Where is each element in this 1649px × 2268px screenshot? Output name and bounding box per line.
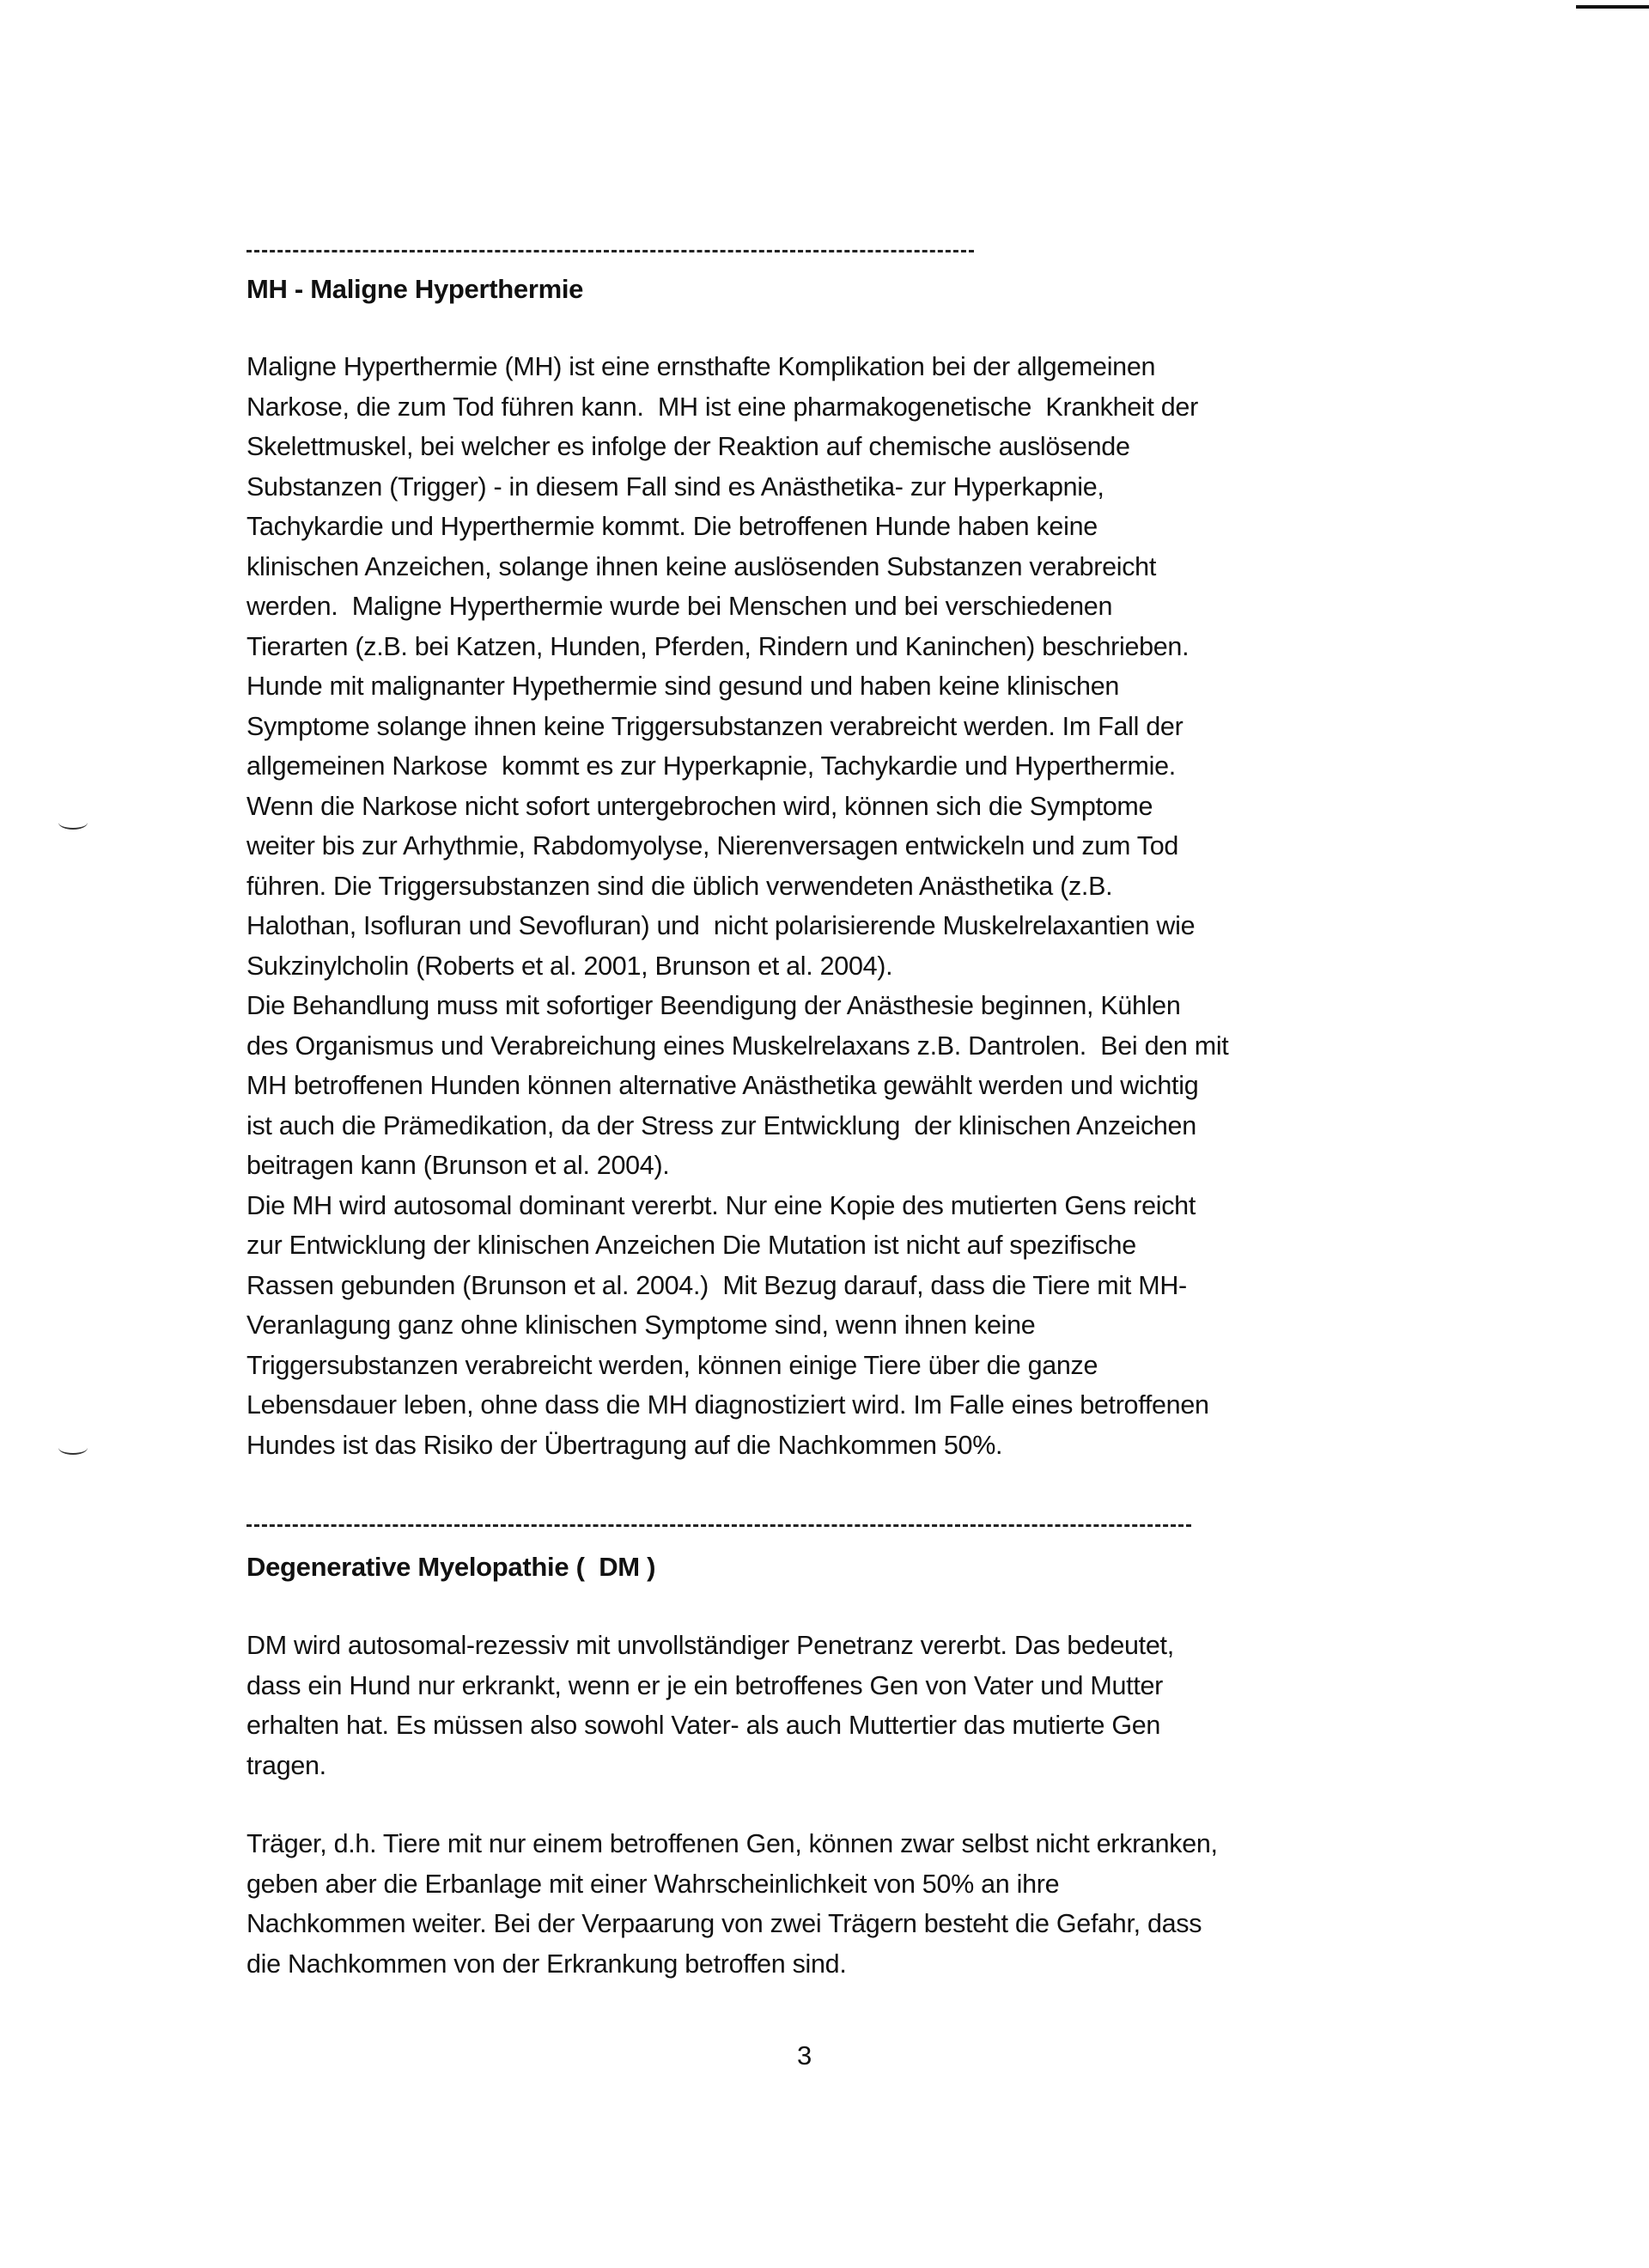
text-line: Rassen gebunden (Brunson et al. 2004.) Mit Bezug darauf, dass die Tiere mit MH- (246, 1270, 1187, 1300)
text-line: werden. Maligne Hyperthermie wurde bei Menschen und bei verschiedenen (246, 592, 1113, 621)
text-line: tragen. (246, 1750, 326, 1780)
mh-paragraph (246, 347, 1229, 1465)
text-line: führen. Die Triggersubstanzen sind die üblich verwendeten Anästhetika (z.B. (246, 871, 1113, 901)
text-line: erhalten hat. Es müssen also sowohl Vater- als auch Muttertier das mutierte Gen (246, 1711, 1161, 1740)
section-heading-mh: MH - Maligne Hyperthermie (246, 274, 584, 304)
text-line: allgemeinen Narkose kommt es zur Hyperkapnie, Tachykardie und Hyperthermie. (246, 751, 1176, 781)
section-divider (246, 250, 974, 252)
text-line: geben aber die Erbanlage mit einer Wahrscheinlichkeit von 50% an ihre (246, 1869, 1060, 1899)
text-line: Nachkommen weiter. Bei der Verpaarung von zwei Trägern besteht die Gefahr, dass (246, 1909, 1202, 1938)
text-line: dass ein Hund nur erkrankt, wenn er je ein betroffenes Gen von Vater und Mutter (246, 1670, 1164, 1700)
text-line: DM wird autosomal-rezessiv mit unvollständiger Penetranz vererbt. Das bedeutet, (246, 1631, 1174, 1660)
text-line: Hunde mit malignanter Hypethermie sind gesund und haben keine klinischen (246, 672, 1120, 701)
text-line: zur Entwicklung der klinischen Anzeichen Die Mutation ist nicht auf spezifische (246, 1231, 1136, 1260)
section-divider (246, 1524, 1191, 1527)
text-line: die Nachkommen von der Erkrankung betroffen sind. (246, 1949, 847, 1979)
text-line: Träger, d.h. Tiere mit nur einem betroffenen Gen, können zwar selbst nicht erkranken, (246, 1829, 1218, 1858)
text-line: weiter bis zur Arhythmie, Rabdomyolyse, Nierenversagen entwickeln und zum Tod (246, 831, 1179, 860)
text-line: ist auch die Prämedikation, da der Stress zur Entwicklung der klinischen Anzeichen (246, 1110, 1196, 1140)
text-line: des Organismus und Verabreichung eines Muskelrelaxans z.B. Dantrolen. Bei den mit (246, 1031, 1229, 1061)
text-line: Sukzinylcholin (Roberts et al. 2001, Brunson et al. 2004). (246, 951, 893, 981)
scan-hole-mark (58, 1441, 88, 1455)
text-line: Lebensdauer leben, ohne dass die MH diagnostiziert wird. Im Falle eines betroffenen (246, 1390, 1209, 1420)
text-line: Wenn die Narkose nicht sofort untergebrochen wird, können sich die Symptome (246, 791, 1153, 821)
text-line: Veranlagung ganz ohne klinischen Symptome sind, wenn ihnen keine (246, 1310, 1036, 1340)
section-heading-dm: Degenerative Myelopathie ( DM ) (246, 1552, 656, 1582)
scan-hole-mark (58, 816, 88, 830)
text-line: Narkose, die zum Tod führen kann. MH ist eine pharmakogenetische Krankheit der (246, 392, 1198, 422)
scan-edge-mark (1576, 5, 1649, 9)
page-number: 3 (797, 2040, 812, 2070)
text-line: Substanzen (Trigger) - in diesem Fall sind es Anästhetika- zur Hyperkapnie, (246, 471, 1104, 502)
text-line: beitragen kann (Brunson et al. 2004). (246, 1151, 670, 1180)
text-line: Halothan, Isofluran und Sevofluran) und nicht polarisierende Muskelrelaxantien wie (246, 911, 1196, 940)
text-line: Hundes ist das Risiko der Übertragung auf die Nachkommen 50%. (246, 1430, 1003, 1460)
text-line: Die Behandlung muss mit sofortiger Beendigung der Anästhesie beginnen, Kühlen (246, 991, 1181, 1020)
text-line: MH betroffenen Hunden können alternative Anästhetika gewählt werden und wichtig (246, 1071, 1199, 1100)
dm-paragraph-2 (246, 1824, 1218, 1984)
text-line: Skelettmuskel, bei welcher es infolge der Reaktion auf chemische auslösende (246, 432, 1130, 461)
text-line: Die MH wird autosomal dominant vererbt. Nur eine Kopie des mutierten Gens reicht (246, 1190, 1196, 1220)
text-line: Tachykardie und Hyperthermie kommt. Die betroffenen Hunde haben keine (246, 512, 1098, 541)
text-line: Symptome solange ihnen keine Triggersubstanzen verabreicht werden. Im Fall der (246, 711, 1184, 741)
text-line: klinischen Anzeichen, solange ihnen keine auslösenden Substanzen verabreicht (246, 551, 1156, 581)
text-line: Tierarten (z.B. bei Katzen, Hunden, Pferden, Rindern und Kaninchen) beschrieben. (246, 631, 1190, 661)
text-line: Maligne Hyperthermie (MH) ist eine ernsthafte Komplikation bei der allgemeinen (246, 352, 1156, 381)
text-line: Triggersubstanzen verabreicht werden, können einige Tiere über die ganze (246, 1350, 1098, 1380)
dm-paragraph-1 (246, 1626, 1174, 1785)
